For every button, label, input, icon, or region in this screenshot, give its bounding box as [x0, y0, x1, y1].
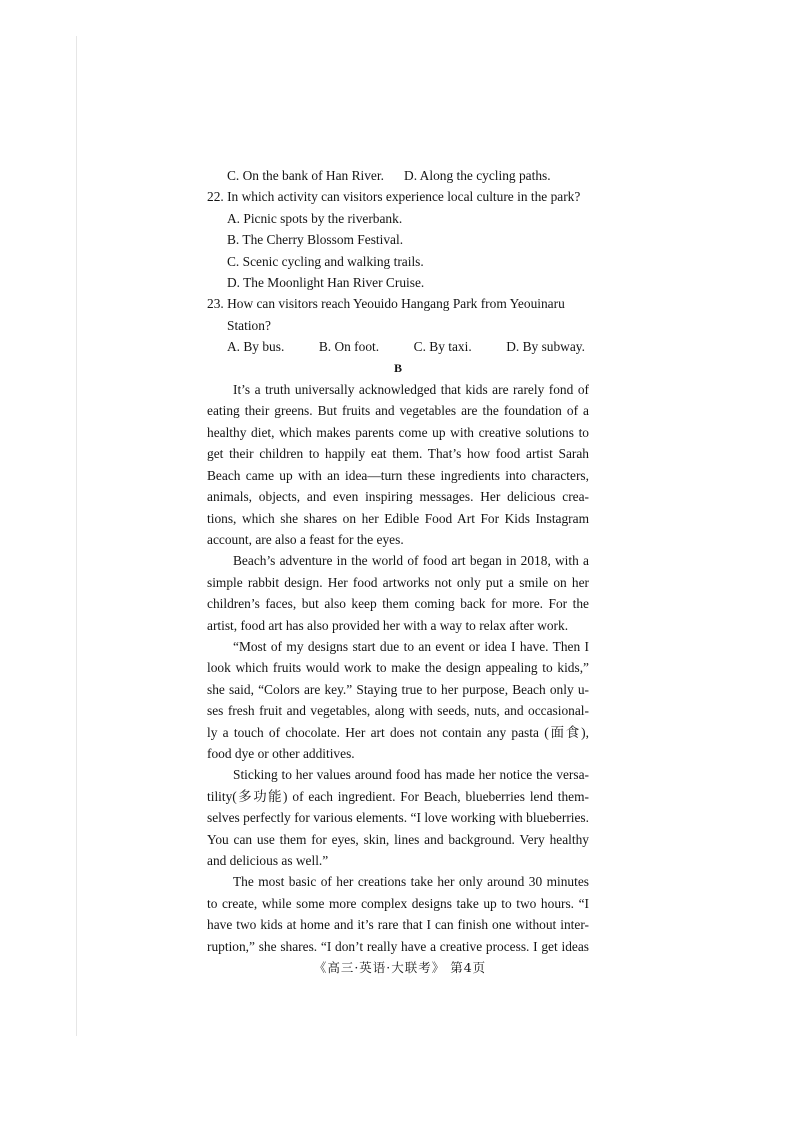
passage-line: she said, “Colors are key.” Staying true to her purpose, Beach only u- — [207, 681, 589, 697]
q23-option-a: A. By bus. — [227, 339, 285, 355]
passage-paragraph-3 — [207, 636, 589, 764]
passage-line: ruption,” she shares. “I don’t really have a creative process. I get ideas — [207, 938, 589, 954]
passage-line: healthy diet, which makes parents come up with creative solutions to — [207, 424, 589, 440]
passage-line: The most basic of her creations take her only around 30 minutes — [233, 874, 589, 890]
passage-line: children’s faces, but also keep them coming back for more. For the — [207, 596, 589, 612]
q21-option-d: D. Along the cycling paths. — [404, 168, 551, 183]
passage-line: get their children to happily eat them. That’s how food artist Sarah — [207, 446, 589, 462]
passage-paragraph-2 — [207, 550, 589, 636]
passage-paragraph-1 — [207, 379, 589, 550]
section-b-heading: B — [393, 360, 402, 375]
q22-option-a: A. Picnic spots by the riverbank. — [227, 210, 403, 226]
question-22-stem: 22. In which activity can visitors experience local culture in the park? — [207, 189, 581, 205]
passage-line: Sticking to her values around food has made her notice the versa- — [233, 767, 589, 783]
passage-line: account, are also a feast for the eyes. — [207, 531, 404, 547]
passage-line: It’s a truth universally acknowledged that kids are rarely fond of — [233, 382, 589, 398]
passage-line: ly a touch of chocolate. Her art does not contain any pasta (面食), — [207, 724, 589, 740]
passage-paragraph-5 — [207, 871, 589, 957]
passage-line: tility(多功能) of each ingredient. For Beach, blueberries lend them- — [207, 788, 589, 804]
passage-paragraph-4 — [207, 764, 589, 871]
passage-line: tions, which she shares on her Edible Food Art For Kids Instagram — [207, 510, 589, 526]
passage-line: food dye or other additives. — [207, 745, 355, 761]
q23-option-d: D. By subway. — [506, 339, 585, 355]
q23-option-b: B. On foot. — [318, 339, 380, 355]
passage-line: and delicious as well.” — [207, 853, 329, 868]
question-23-stem-line-1: 23. How can visitors reach Yeouido Hangang Park from Yeouinaru — [207, 296, 565, 312]
passage-line: have two kids at home and it’s rare that I can finish one without inter- — [207, 917, 589, 933]
passage-line: ses fresh fruit and vegetables, along with seeds, nuts, and occasional- — [207, 703, 589, 719]
q22-option-d: D. The Moonlight Han River Cruise. — [227, 275, 425, 291]
passage-line: “Most of my designs start due to an event or idea I have. Then I — [233, 638, 589, 654]
passage-line: eating their greens. But fruits and vegetables are the foundation of a — [207, 403, 589, 419]
q22-option-c: C. Scenic cycling and walking trails. — [227, 253, 424, 269]
passage-line: artist, food art has also provided her with a way to relax after work. — [207, 617, 569, 633]
passage-line: Beach came up with an idea—turn these ingredients into characters, — [207, 467, 589, 483]
passage-line: Beach’s adventure in the world of food art began in 2018, with a — [233, 553, 589, 569]
passage-line: to create, while some more complex designs take up to two hours. “I — [207, 895, 589, 911]
exam-page-content — [207, 165, 589, 957]
q22-option-b: B. The Cherry Blossom Festival. — [227, 232, 404, 248]
page-footer: 《高三·英语·大联考》 第4页 — [313, 960, 487, 975]
question-23-stem-line-2: Station? — [227, 317, 271, 333]
passage-line: simple rabbit design. Her food artworks not only put a smile on her — [207, 574, 589, 590]
q21-option-c: C. On the bank of Han River. — [227, 168, 384, 183]
passage-line: selves perfectly for various elements. “I love working with blueberries. — [207, 810, 589, 826]
q23-option-c: C. By taxi. — [413, 339, 472, 355]
passage-line: animals, objects, and even inspiring messages. Her delicious crea- — [207, 489, 589, 505]
passage-line: You can use them for eyes, skin, lines and background. Very healthy — [207, 831, 589, 847]
question-23-options — [207, 336, 589, 357]
page-fold-shadow — [76, 36, 77, 1036]
question-21-options — [207, 165, 589, 186]
passage-line: look which fruits would work to make the design appealing to kids,” — [207, 660, 589, 676]
